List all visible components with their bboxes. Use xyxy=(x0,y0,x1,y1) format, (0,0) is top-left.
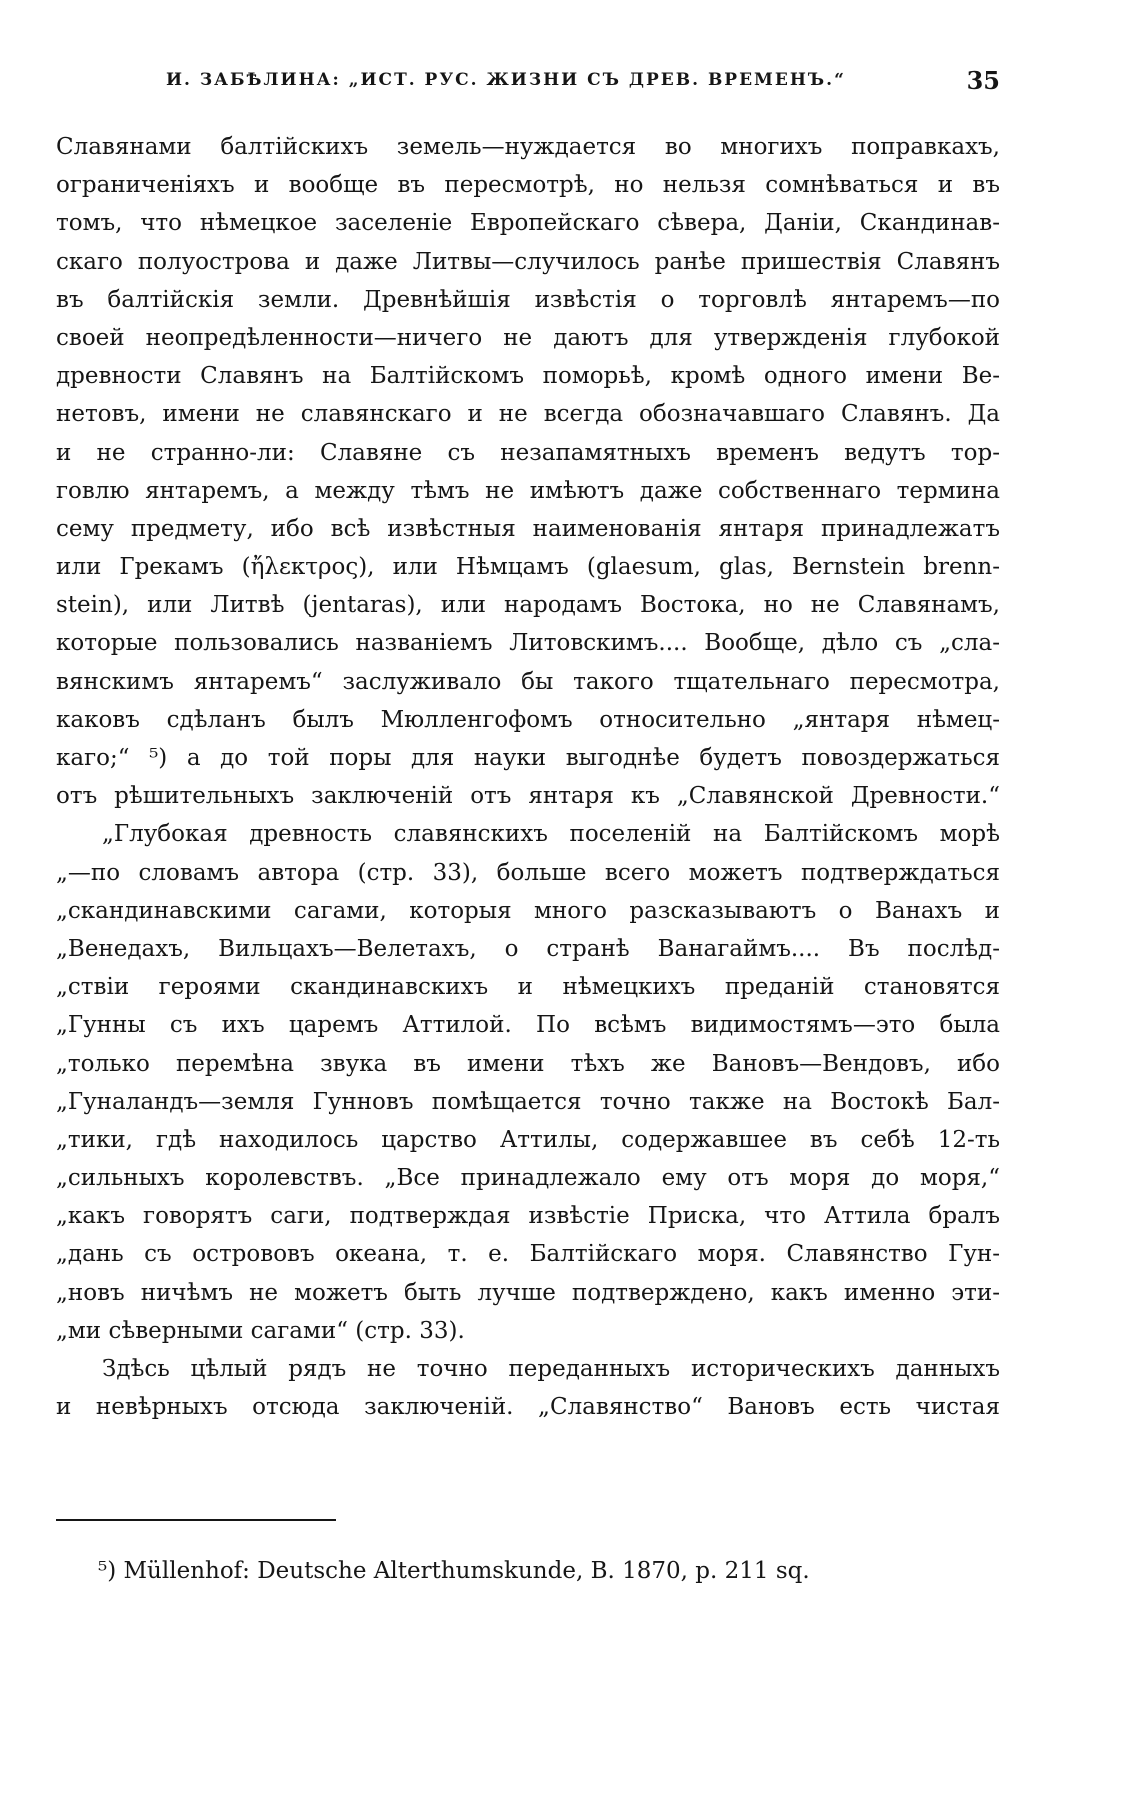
text-line: нетовъ, имени не славянскаго и не всегда обозначавшаго Славянъ. Да xyxy=(56,401,1000,428)
text-line: каковъ сдѣланъ былъ Мюлленгофомъ относительно „янтаря нѣмец- xyxy=(56,706,1000,733)
text-line: или Грекамъ (ἤλεκτρος), или Нѣмцамъ (glaesum, glas, Bernstein brenn- xyxy=(56,554,1000,581)
text-line: „ствіи героями скандинавскихъ и нѣмецкихъ преданій становятся xyxy=(56,974,1000,1001)
text-line: „новъ ничѣмъ не можетъ быть лучше подтверждено, какъ именно эти- xyxy=(56,1279,1000,1306)
text-line: „сильныхъ королевствъ. „Все принадлежало ему отъ моря до моря,“ xyxy=(56,1165,1000,1192)
text-line: томъ, что нѣмецкое заселеніе Европейскаго сѣвера, Даніи, Скандинав- xyxy=(56,210,1000,237)
text-line: stein), или Литвѣ (jentaras), или народамъ Востока, но не Славянамъ, xyxy=(56,592,1000,619)
text-line: и невѣрныхъ отсюда заключеній. „Славянство“ Вановъ есть чистая xyxy=(56,1394,1000,1421)
footnote-divider xyxy=(56,1519,336,1521)
header-title: И. ЗАБѢЛИНА: „ИСТ. РУС. ЖИЗНИ СЪ ДРЕВ. ВРЕМЕНЪ.“ xyxy=(166,70,846,90)
text-line: скаго полуострова и даже Литвы—случилось ранѣе пришествія Славянъ xyxy=(56,248,1000,275)
text-line: „только перемѣна звука въ имени тѣхъ же Вановъ—Вендовъ, ибо xyxy=(56,1050,1000,1077)
text-line: своей неопредѣленности—ничего не даютъ для утвержденія глубокой xyxy=(56,324,1000,351)
text-line: Здѣсь цѣлый рядъ не точно переданныхъ историческихъ данныхъ xyxy=(102,1356,1000,1382)
text-line: „скандинавскими сагами, которыя много разсказываютъ о Ванахъ и xyxy=(56,897,1000,924)
footnote: ⁵) Müllenhof: Deutsche Alterthumskunde, B. 1870, p. 211 sq. xyxy=(98,1558,810,1584)
page-number: 35 xyxy=(966,66,1000,95)
text-line: ограниченіяхъ и вообще въ пересмотрѣ, но нельзя сомнѣваться и въ xyxy=(56,172,1000,199)
text-line: каго;“ ⁵) а до той поры для науки выгоднѣе будетъ повоздержаться xyxy=(56,745,1000,771)
text-line: древности Славянъ на Балтійскомъ поморьѣ, кромѣ одного имени Ве- xyxy=(56,363,1000,390)
text-line: „тики, гдѣ находилось царство Аттилы, содержавшее въ себѣ 12-ть xyxy=(56,1126,1000,1153)
text-line: сему предмету, ибо всѣ извѣстныя наименованія янтаря принадлежатъ xyxy=(56,515,1000,542)
text-line: „Гуналандъ—земля Гунновъ помѣщается точно также на Востокѣ Бал- xyxy=(56,1088,1000,1115)
text-line: „Венедахъ, Вильцахъ—Велетахъ, о странѣ Ванагаймъ.... Въ послѣд- xyxy=(56,935,1000,962)
text-line: „дань съ острововъ океана, т. е. Балтійскаго моря. Славянство Гун- xyxy=(56,1241,1000,1268)
text-line: въ балтійскія земли. Древнѣйшія извѣстія о торговлѣ янтаремъ—по xyxy=(56,286,1000,313)
text-line: отъ рѣшительныхъ заключеній отъ янтаря къ „Славянской Древности.“ xyxy=(56,783,1000,810)
running-header xyxy=(56,64,1000,104)
text-line: вянскимъ янтаремъ“ заслуживало бы такого тщательнаго пересмотра, xyxy=(56,668,1000,695)
text-line: которые пользовались названіемъ Литовскимъ.... Вообще, дѣло съ „сла- xyxy=(56,630,1000,657)
text-line: говлю янтаремъ, а между тѣмъ не имѣютъ даже собственнаго термина xyxy=(56,477,1000,504)
text-line: и не странно-ли: Славяне съ незапамятныхъ временъ ведутъ тор- xyxy=(56,439,1000,466)
text-line: Славянами балтійскихъ земель—нуждается во многихъ поправкахъ, xyxy=(56,134,1000,160)
text-line: „Гунны съ ихъ царемъ Аттилой. По всѣмъ видимостямъ—это была xyxy=(56,1012,1000,1039)
text-line: „какъ говорятъ саги, подтверждая извѣстіе Приска, что Аттила бралъ xyxy=(56,1203,1000,1230)
text-line: „—по словамъ автора (стр. 33), больше всего можетъ подтверждаться xyxy=(56,859,1000,886)
text-line: „ми сѣверными сагами“ (стр. 33). xyxy=(56,1317,465,1344)
text-line: „Глубокая древность славянскихъ поселеній на Балтійскомъ морѣ xyxy=(102,821,1000,848)
body-text xyxy=(56,128,1000,1426)
